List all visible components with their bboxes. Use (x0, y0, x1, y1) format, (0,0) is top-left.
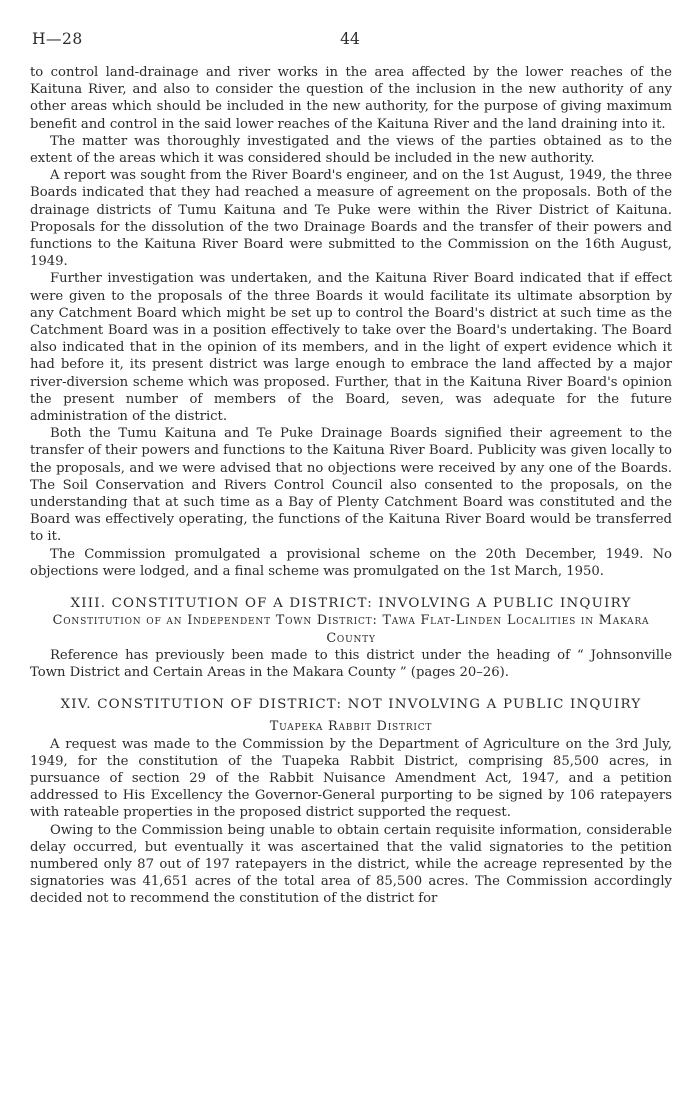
section-heading: XIII. CONSTITUTION OF A DISTRICT: INVOLVING A PUBLIC INQUIRY (70, 596, 632, 612)
report-reference: H—28 (32, 30, 83, 48)
section-subheading: Tuapeka Rabbit District (269, 719, 433, 735)
page-number: 44 (340, 30, 360, 48)
body-paragraph: A report was sought from the River Board's engineer, and on the 1st August, 1949, the three Boards indicated that they had reached a measure of agreement on the proposals. Both of the drainage districts of Tumu Kaituna and Te Puke were within the River District of Kaituna. Proposals for the dissolution of the two Drainage Boards and the transfer of their powers and functions to the Kaituna River Board were submitted to the Commission on the 16th August, 1949. (30, 168, 672, 270)
page-header (30, 30, 670, 52)
body-paragraph: The matter was thoroughly investigated and the views of the parties obtained as to the extent of the areas which it was considered should be included in the new authority. (30, 133, 672, 167)
spacer (30, 580, 672, 595)
body-paragraph: Reference has previously been made to this district under the heading of “ Johnsonville Town District and Certain Areas in the Makara County ” (pages 20–26). (30, 647, 672, 680)
body-paragraph: Further investigation was undertaken, and the Kaituna River Board indicated that if effect were given to the proposals of the three Boards it would facilitate its ultimate absorption by any Catchment Board which might be set up to control the Board's district at such time as the Catchment Board was in a position effectively to take over the Board's undertaking. The Board also indicated that in the opinion of its members, and in the light of expert evidence which it had before it, its present district was large enough to embrace the land affected by a major river-diversion scheme which was proposed. Further, that in the Kaituna River Board's opinion the present number of members of the Board, seven, was adequate for the future administration of the district. (30, 271, 672, 425)
document-body (30, 64, 672, 908)
section-heading: XIV. CONSTITUTION OF DISTRICT: NOT INVOLVING A PUBLIC INQUIRY (60, 697, 642, 713)
body-paragraph: to control land-drainage and river works in the area affected by the lower reaches of the Kaituna River, and also to consider the question of the inclusion in the new authority of any other areas which should be included in the new authority, for the purpose of giving maximum benefit and control in the said lower reaches of the Kaituna River and the land draining into it. (30, 65, 672, 132)
body-paragraph: The Commission promulgated a provisional scheme on the 20th December, 1949. No objections were lodged, and a final scheme was promulgated on the 1st March, 1950. (30, 546, 672, 579)
body-paragraph: Both the Tumu Kaituna and Te Puke Drainage Boards signified their agreement to the transfer of their powers and functions to the Kaituna River Board. Publicity was given locally to the proposals, and we were advised that no objections were received by any one of the Boards. The Soil Conservation and Rivers Control Council also consented to the proposals, on the understanding that at such time as a Bay of Plenty Catchment Board was constituted and the Board was effectively operating, the functions of the Kaituna River Board would be transferred to it. (30, 426, 672, 545)
section-subheading: Constitution of an Independent Town District: Tawa Flat-Linden Localities in Makara County (52, 613, 650, 646)
body-paragraph: A request was made to the Commission by the Department of Agriculture on the 3rd July, 1949, for the constitution of the Tuapeka Rabbit District, comprising 85,500 acres, in pursuance of section 29 of the Rabbit Nuisance Amendment Act, 1947, and a petition addressed to His Excellency the Governor-General purporting to be signed by 106 ratepayers with rateable properties in the proposed district supported the request. (30, 736, 672, 821)
spacer (30, 681, 672, 696)
body-paragraph: Owing to the Commission being unable to obtain certain requisite information, considerable delay occurred, but eventually it was ascertained that the valid signatories to the petition numbered only 87 out of 197 ratepayers in the district, while the acreage represented by the signatories was 41,651 acres of the total area of 85,500 acres. The Commission accordingly decided not to recommend the constitution of the district for (30, 822, 672, 907)
